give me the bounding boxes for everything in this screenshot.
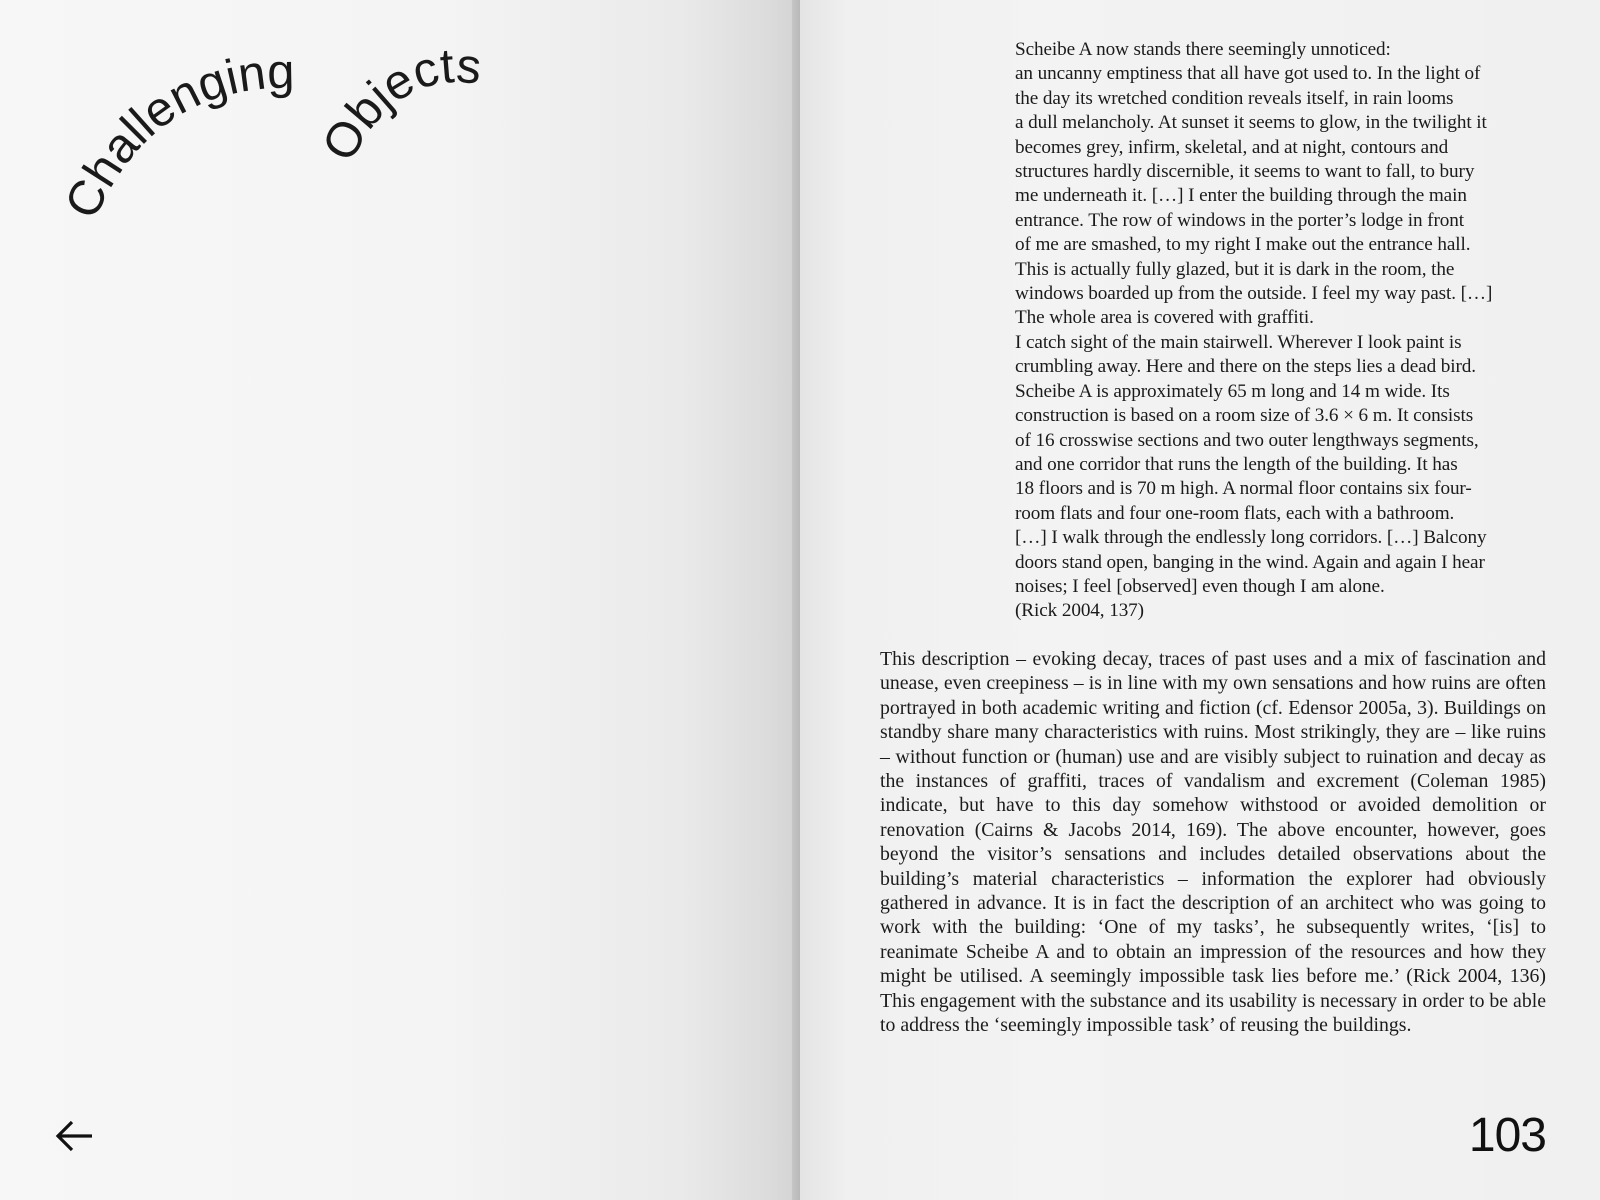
quote-line: and one corridor that runs the length of the building. It has	[1015, 453, 1458, 475]
quote-line: an uncanny emptiness that all have got used to. In the light of	[1015, 63, 1481, 85]
curved-heading	[0, 0, 800, 280]
quote-line: This is actually fully glazed, but it is dark in the room, the	[1015, 258, 1455, 280]
quote-line: the day its wretched condition reveals itself, in rain looms	[1015, 87, 1454, 109]
quote-line: crumbling away. Here and there on the steps lies a dead bird.	[1015, 356, 1476, 378]
quote-line: noises; I feel [observed] even though I am alone.	[1015, 575, 1385, 597]
quote-line: entrance. The row of windows in the porter’s lodge in front	[1015, 209, 1464, 231]
quote-line: me underneath it. […] I enter the building through the main	[1015, 185, 1467, 207]
quote-line: 18 floors and is 70 m high. A normal floor contains six four-	[1015, 478, 1472, 500]
quote-line: The whole area is covered with graffiti.	[1015, 307, 1314, 329]
page-number: 103	[1468, 1109, 1546, 1162]
quote-line: structures hardly discernible, it seems to want to fall, to bury	[1015, 161, 1475, 183]
quote-line: windows boarded up from the outside. I feel my way past. […]	[1015, 283, 1493, 305]
body-paragraph: This description – evoking decay, traces of past uses and a mix of fascination and unease, even creepiness – is in line with my own sensations and how ruins are often portrayed in both academic writing and fiction (cf. Edensor 2005a, 3). Buildings on standby share many characteristics with ruins. Most strikingly, they are – like ruins – without function or (human) use and are visibly subject to ruination and decay as the instances of graffiti, traces of vandalism and excrement (Coleman 1985) indicate, but have to this day somehow withstood or avoided demolition or renovation (Cairns & Jacobs 2014, 169). The above encounter, however, goes beyond the visitor’s sensations and includes detailed observations about the building’s material characteristics – information the explorer had obviously gathered in advance. It is in fact the description of an architect who was going to work with the building: ‘One of my tasks’, he subsequently writes, ‘[is] to reanimate Scheibe A and to obtain an impression of the resources and how they might be utilised. A seemingly impossible task lies before me.’ (Rick 2004, 136) This engagement with the substance and its usability is necessary in order to be able to address the ‘seemingly impossible task’ of reusing the buildings.	[880, 648, 1546, 1037]
heading-word-objects: Objects	[312, 38, 484, 170]
quote-line: […] I walk through the endlessly long corridors. […] Balcony	[1015, 527, 1487, 549]
quote-line: a dull melancholy. At sunset it seems to glow, in the twilight it	[1015, 112, 1487, 134]
quote-line: Scheibe A now stands there seemingly unnoticed:	[1015, 39, 1391, 60]
quote-line: becomes grey, infirm, skeletal, and at night, contours and	[1015, 136, 1449, 158]
quote-citation: (Rick 2004, 137)	[1015, 600, 1144, 622]
quote-line: I catch sight of the main stairwell. Wherever I look paint is	[1015, 331, 1462, 353]
heading-word-challenging: Challenging	[54, 44, 295, 227]
quote-line: doors stand open, banging in the wind. Again and again I hear	[1015, 551, 1485, 573]
left-arrow-icon[interactable]	[54, 1115, 96, 1157]
quote-line: of 16 crosswise sections and two outer lengthways segments,	[1015, 429, 1479, 451]
body-paragraph-block	[880, 647, 1546, 1038]
quote-line: Scheibe A is approximately 65 m long and 14 m wide. Its	[1015, 380, 1450, 402]
block-quote	[1015, 38, 1550, 624]
quote-line: of me are smashed, to my right I make out the entrance hall.	[1015, 234, 1471, 256]
quote-line: construction is based on a room size of 3.6 × 6 m. It consists	[1015, 405, 1474, 427]
quote-line: room flats and four one-room flats, each with a bathroom.	[1015, 502, 1455, 524]
